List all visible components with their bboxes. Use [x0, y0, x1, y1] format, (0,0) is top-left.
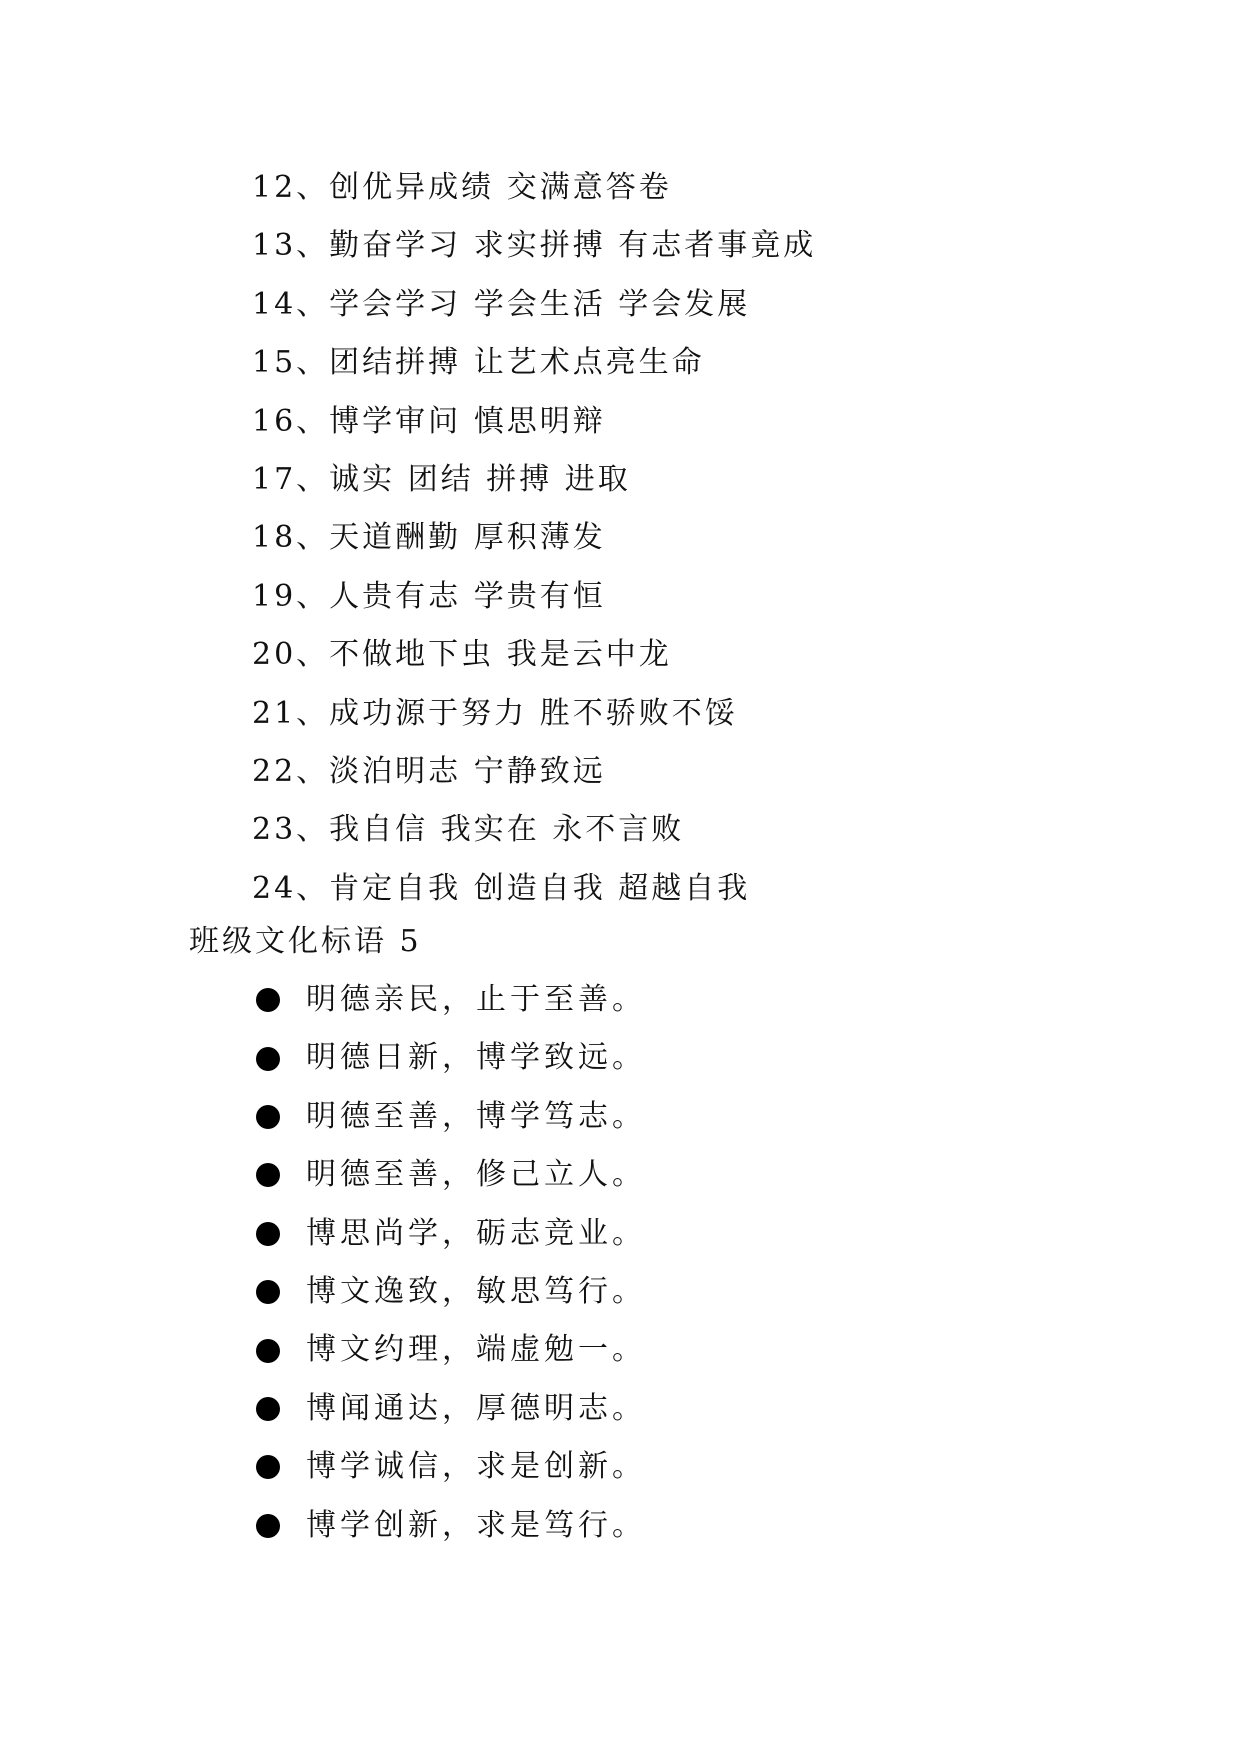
bullet-item — [256, 971, 646, 1029]
bullet-icon — [256, 1514, 280, 1538]
bullet-item — [256, 1497, 646, 1555]
slogan-item: 14、学会学习 学会生活 学会发展 — [252, 286, 751, 322]
bullet-item — [256, 1263, 646, 1321]
bullet-text: 博文逸致，敏思笃行。 — [306, 1273, 646, 1309]
bullet-text: 博思尚学，砺志竞业。 — [306, 1215, 646, 1251]
slogan-item: 19、人贵有志 学贵有恒 — [252, 578, 606, 614]
slogan-item: 16、博学审问 慎思明辩 — [252, 403, 606, 439]
slogan-item: 17、诚实 团结 拼搏 进取 — [252, 461, 631, 497]
slogan-item: 18、天道酬勤 厚积薄发 — [252, 520, 606, 556]
section-heading: 班级文化标语 5 — [189, 924, 422, 959]
slogan-item: 23、我自信 我实在 永不言败 — [252, 812, 685, 848]
slogan-item: 22、淡泊明志 宁静致远 — [252, 753, 606, 789]
bullet-icon — [256, 1455, 280, 1479]
bullet-item — [256, 1438, 646, 1496]
slogan-item: 20、不做地下虫 我是云中龙 — [252, 637, 672, 673]
bullet-item — [256, 1088, 646, 1146]
bullet-icon — [256, 1163, 280, 1187]
bullet-text: 明德日新，博学致远。 — [306, 1040, 646, 1076]
bullet-icon — [256, 988, 280, 1012]
bullet-text: 明德至善，博学笃志。 — [306, 1098, 646, 1134]
bullet-text: 博学诚信，求是创新。 — [306, 1449, 646, 1485]
bullet-icon — [256, 1280, 280, 1304]
numbered-slogan-list — [252, 159, 816, 918]
slogan-item: 24、肯定自我 创造自我 超越自我 — [252, 870, 751, 906]
bullet-item — [256, 1321, 646, 1379]
bullet-item — [256, 1380, 646, 1438]
bullet-icon — [256, 1339, 280, 1363]
bullet-text: 明德至善，修己立人。 — [306, 1157, 646, 1193]
bullet-text: 明德亲民，止于至善。 — [306, 982, 646, 1017]
bullet-item — [256, 1146, 646, 1204]
bullet-text: 博学创新，求是笃行。 — [306, 1507, 646, 1543]
bullet-item — [256, 1029, 646, 1087]
slogan-item: 12、创优异成绩 交满意答卷 — [252, 170, 672, 205]
slogan-item: 13、勤奋学习 求实拼搏 有志者事竟成 — [252, 228, 817, 264]
bullet-text: 博文约理，端虚勉一。 — [306, 1332, 646, 1368]
bullet-icon — [256, 1105, 280, 1129]
slogan-item: 15、团结拼搏 让艺术点亮生命 — [252, 345, 705, 381]
bullet-icon — [256, 1222, 280, 1246]
bullet-item — [256, 1205, 646, 1263]
bullet-text: 博闻通达，厚德明志。 — [306, 1390, 646, 1426]
slogan-item: 21、成功源于努力 胜不骄败不馁 — [252, 695, 738, 731]
bullet-icon — [256, 1397, 280, 1421]
bullet-icon — [256, 1047, 280, 1071]
bullet-slogan-list — [256, 971, 646, 1555]
